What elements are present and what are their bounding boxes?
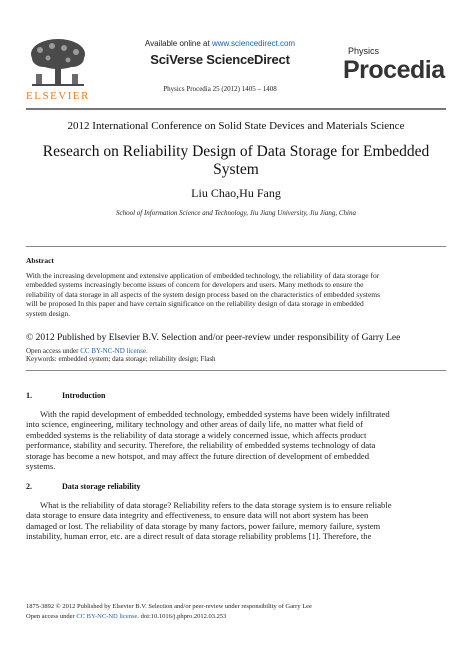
section-2-number: 2. [26, 482, 32, 491]
paragraph-line: damaged or lost. The reliability of data storage by many factors, power failure, memory failure, system [26, 520, 381, 531]
paragraph-line: storage has become a new hotspot, and may affect the future direction of development of embedded [26, 450, 369, 461]
elsevier-tree-logo [26, 36, 90, 90]
paragraph-line: performance, stability and security. Therefore, the reliability of embedded systems technology of data [26, 440, 376, 451]
paper-title [26, 143, 446, 179]
abstract-line: reliability of data storage in all aspects of the system design process based on the characteristics of embedded systems [26, 289, 381, 299]
abstract-body [26, 271, 446, 318]
journal-big-title: Procedia [343, 56, 445, 84]
abstract-bottom-rule [26, 370, 446, 371]
abstract-top-rule [26, 246, 446, 247]
paragraph-line: into science, engineering, military technology and other areas of daily life, no matter what field of [26, 419, 363, 430]
section-2-title: Data storage reliability [62, 482, 141, 491]
paragraph-line: With the rapid development of embedded technology, embedded systems have been widely infiltrated [40, 409, 390, 419]
footer-license-doi [26, 613, 226, 620]
section-1-paragraph [26, 409, 446, 471]
open-access-prefix: Open access under [26, 347, 81, 355]
authors: Liu Chao,Hu Fang [191, 186, 281, 200]
open-access-line [26, 347, 148, 355]
journal-citation: Physics Procedia 25 (2012) 1405 – 1408 [163, 85, 277, 93]
footer-doi: doi:10.1016/j.phpro.2012.03.253 [139, 613, 227, 620]
abstract-line: will be proposed In this paper and have certain significance on the reliability design of data storage in embedded [26, 299, 364, 309]
conference-name: 2012 International Conference on Solid State Devices and Materials Science [67, 120, 405, 132]
license-link[interactable]: CC BY-NC-ND license. [80, 347, 148, 355]
paragraph-line: data storage to ensure data integrity and effectiveness, to ensure data will not abort system has been [26, 510, 369, 521]
paragraph-line: embedded systems is the reliability of data storage a widely concerned issue, which affects product [26, 429, 367, 440]
availability-line [120, 39, 320, 48]
footer-license-link[interactable]: CC BY-NC-ND license. [76, 613, 140, 620]
abstract-line: system design. [26, 308, 71, 318]
keywords: Keywords: embedded system; data storage; reliability design; Flash [26, 355, 216, 363]
section-1-heading [26, 391, 105, 400]
abstract-line: With the increasing development and extensive application of embedded technology, the reliability of data storage for [26, 271, 380, 280]
section-2-heading [26, 482, 141, 491]
availability-prefix: Available online at [144, 39, 212, 48]
platform-logo-text: SciVerse ScienceDirect [150, 52, 290, 67]
paragraph-line: What is the reliability of data storage? Reliability refers to the data storage system is to ensure reliable [40, 500, 392, 510]
title-line-2: System [213, 161, 259, 178]
sciencedirect-link[interactable]: www.sciencedirect.com [211, 39, 296, 48]
copyright-line: © 2012 Published by Elsevier B.V. Selection and/or peer-review under responsibility of Garry Lee [26, 333, 401, 343]
footer-open-access-prefix: Open access under [26, 613, 77, 620]
title-line-1: Research on Reliability Design of Data Storage for Embedded [42, 143, 430, 160]
section-2-paragraph [26, 500, 446, 542]
publisher-wordmark: ELSEVIER [26, 90, 90, 102]
abstract-heading: Abstract [26, 256, 54, 265]
paragraph-line: systems. [26, 461, 56, 472]
abstract-line: embedded systems increasingly become issues of concern for developers and users. Many methods to ensure the [26, 280, 364, 290]
journal-small-title: Physics [348, 46, 380, 56]
affiliation: School of Information Science and Technology, Jiu Jiang University, Jiu Jiang, China [115, 209, 357, 217]
footer-copyright: 1875-3892 © 2012 Published by Elsevier B.V. Selection and/or peer-review under responsibility of Garry Lee [26, 603, 312, 610]
paragraph-line: instability, human error, etc. are a direct result of data storage reliability problems [1]. Therefore, the [26, 531, 372, 542]
header-rule [26, 108, 446, 110]
section-1-number: 1. [26, 391, 32, 400]
section-1-title: Introduction [62, 391, 106, 400]
